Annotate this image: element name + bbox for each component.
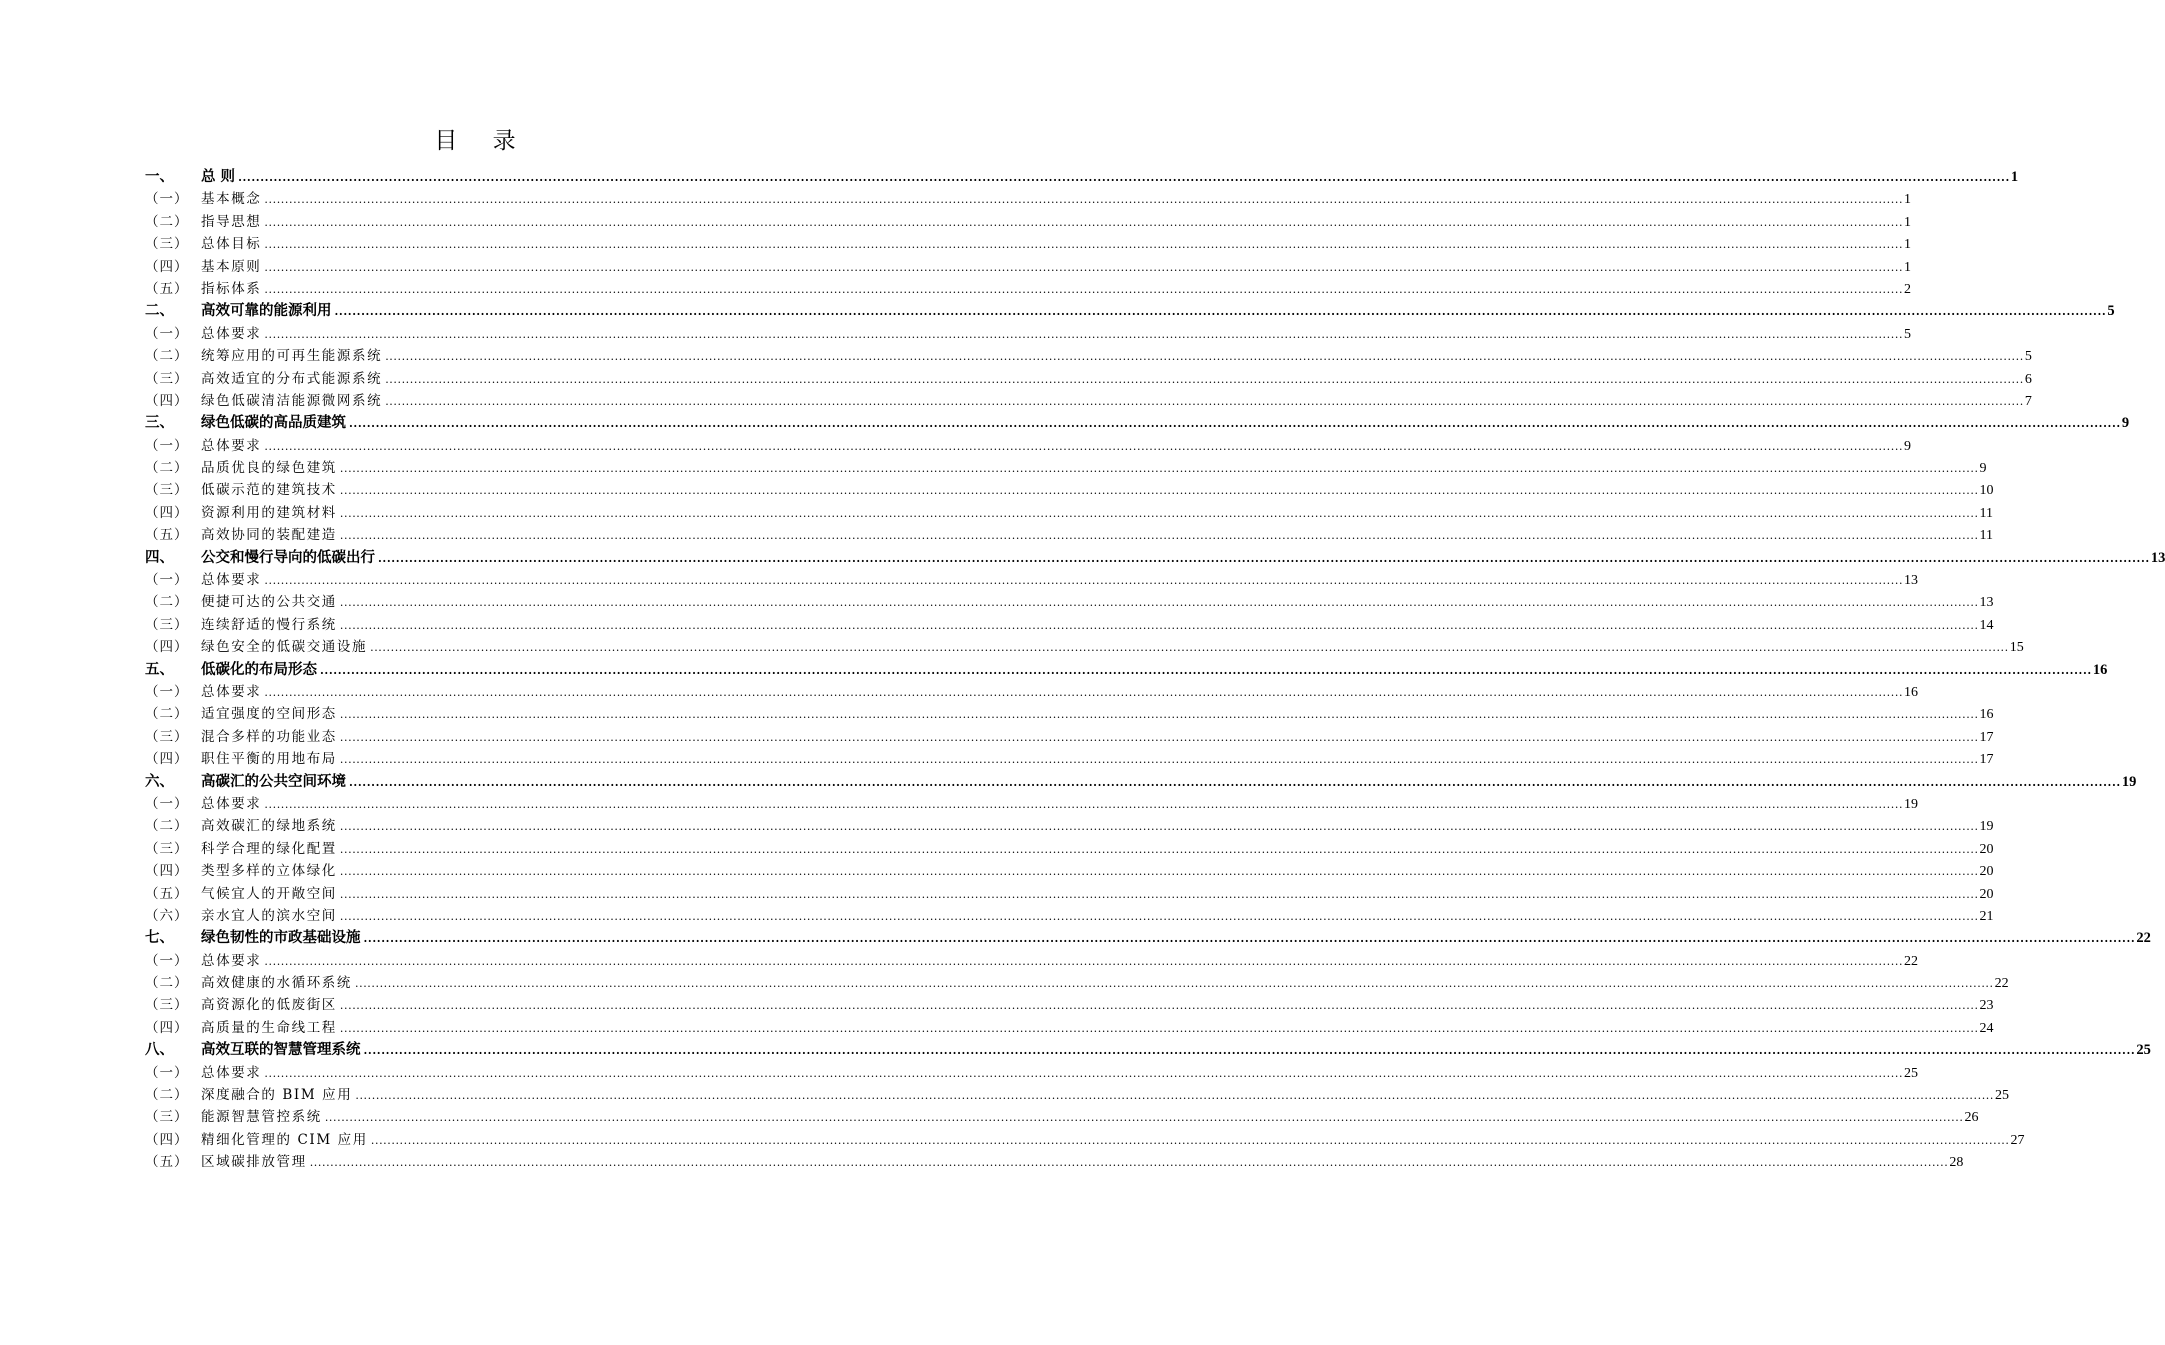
toc-section-entry[interactable] [145, 950, 1919, 972]
toc-section-entry[interactable] [145, 345, 2032, 367]
toc-entry-title: 类型多样的立体绿化 [201, 863, 337, 880]
toc-entry-title: 绿色安全的低碳交通设施 [201, 639, 368, 656]
toc-entry-number: （三） [145, 236, 189, 253]
toc-entry-title: 区域碳排放管理 [201, 1154, 307, 1171]
toc-section-entry[interactable] [145, 793, 1919, 815]
toc-entry-page-number: 22 [1994, 976, 2009, 992]
toc-entry-page-number: 13 [1979, 595, 1994, 611]
toc-dot-leader: ................................................................................................................................................................................................................................................................................................................................................................................................................ [339, 753, 1979, 767]
toc-entry-title: 品质优良的绿色建筑 [201, 460, 337, 477]
toc-entry-page-number: 21 [1979, 908, 1994, 924]
toc-dot-leader: ................................................................................................................................................................................................................................................................................................................................................................................................................ [264, 327, 1904, 341]
toc-entry-page-number: 1 [1904, 259, 1912, 275]
toc-section-entry[interactable] [145, 591, 1994, 613]
toc-entry-page-number: 5 [2107, 303, 2115, 320]
toc-section-entry[interactable] [145, 748, 1994, 770]
toc-entry-number: （三） [145, 1109, 189, 1126]
toc-section-entry[interactable] [145, 883, 1994, 905]
toc-entry-number: 六、 [145, 773, 174, 790]
toc-entry-number: 一、 [145, 169, 174, 185]
toc-entry-number: （一） [145, 952, 189, 969]
toc-dot-leader: ................................................................................................................................................................................................................................................................................................................................................................................................................ [264, 238, 1904, 252]
toc-dot-leader: ................................................................................................................................................................................................................................................................................................................................................................................................................ [339, 1021, 1979, 1035]
toc-entry-page-number: 22 [1904, 953, 1919, 969]
toc-section-entry[interactable] [145, 278, 1912, 300]
toc-entry-title: 指标体系 [201, 280, 262, 297]
toc-entry-number: （一） [145, 437, 189, 454]
toc-entry-title: 亲水宜人的滨水空间 [201, 907, 337, 924]
toc-dot-leader: ................................................................................................................................................................................................................................................................................................................................................................................................................ [264, 797, 1904, 811]
toc-entry-title: 总体要求 [201, 325, 262, 342]
toc-dot-leader: ................................................................................................................................................................................................................................................................................................................................................................................................................ [264, 685, 1904, 699]
toc-entry-page-number: 14 [1979, 617, 1994, 633]
toc-section-entry[interactable] [145, 502, 1994, 524]
toc-section-entry[interactable] [145, 905, 1994, 927]
toc-section-entry[interactable] [145, 972, 2009, 994]
toc-entry-title: 总体要求 [201, 683, 262, 700]
toc-chapter-entry[interactable] [145, 300, 2115, 322]
toc-entry-title: 资源利用的建筑材料 [201, 504, 337, 521]
toc-entry-page-number: 5 [1904, 326, 1912, 342]
toc-entry-number: （一） [145, 683, 189, 700]
toc-section-entry[interactable] [145, 1106, 1979, 1128]
toc-entry-number: 三、 [145, 415, 174, 432]
toc-entry-page-number: 13 [2150, 549, 2165, 566]
toc-entry-page-number: 25 [1995, 1088, 2009, 1104]
toc-entry-number: （二） [145, 460, 189, 477]
toc-entry-page-number: 20 [1979, 841, 1994, 857]
toc-entry-title: 高碳汇的公共空间环境 [201, 773, 346, 790]
toc-entry-page-number: 17 [1979, 729, 1994, 745]
toc-entry-title: 基本原则 [201, 258, 262, 275]
toc-entry-title: 总体要求 [201, 952, 262, 969]
toc-entry-page-number: 20 [1979, 886, 1994, 902]
toc-entry-page-number: 7 [2024, 393, 2032, 409]
toc-entry-number: （四） [145, 1019, 189, 1036]
toc-entry-number: （一） [145, 325, 189, 342]
toc-section-entry[interactable] [145, 457, 1987, 479]
toc-dot-leader: ................................................................................................................................................................................................................................................................................................................................................................................................................ [264, 439, 1904, 453]
toc-entry-title: 气候宜人的开敞空间 [201, 885, 337, 902]
toc-entry-number: （一） [145, 572, 189, 589]
toc-section-entry[interactable] [145, 681, 1919, 703]
toc-dot-leader: ................................................................................................................................................................................................................................................................................................................................................................................................................ [339, 596, 1979, 610]
toc-entry-title: 公交和慢行导向的低碳出行 [201, 549, 375, 566]
toc-dot-leader: ................................................................................................................................................................................................................................................................................................................................................................................................................ [363, 1044, 2136, 1058]
toc-dot-leader: ................................................................................................................................................................................................................................................................................................................................................................................................................ [339, 708, 1979, 722]
toc-entry-page-number: 10 [1979, 483, 1994, 499]
toc-chapter-entry[interactable] [145, 547, 2165, 569]
toc-entry-number: （四） [145, 504, 189, 521]
toc-entry-page-number: 24 [1979, 1020, 1994, 1036]
toc-dot-leader: ................................................................................................................................................................................................................................................................................................................................................................................................................ [370, 1133, 2010, 1147]
toc-entry-number: （二） [145, 1087, 189, 1104]
toc-entry-number: （六） [145, 907, 189, 924]
toc-entry-page-number: 2 [1904, 281, 1912, 297]
toc-entry-title: 高效健康的水循环系统 [201, 975, 352, 992]
toc-section-entry[interactable] [145, 435, 1912, 457]
toc-entry-title: 总体要求 [201, 1064, 262, 1081]
toc-entry-title: 职住平衡的用地布局 [201, 751, 337, 768]
toc-entry-page-number: 9 [2121, 415, 2130, 432]
toc-entry-page-number: 27 [2010, 1132, 2025, 1148]
toc-entry-page-number: 13 [1904, 573, 1919, 589]
toc-chapter-entry[interactable] [145, 412, 2130, 434]
toc-entry-number: 五、 [145, 661, 174, 678]
toc-section-entry[interactable] [145, 726, 1994, 748]
toc-section-entry[interactable] [145, 524, 1994, 546]
toc-dot-leader: ................................................................................................................................................................................................................................................................................................................................................................................................................ [264, 574, 1904, 588]
toc-entry-number: （四） [145, 258, 189, 275]
toc-entry-title: 高效可靠的能源利用 [201, 303, 332, 320]
toc-dot-leader: ................................................................................................................................................................................................................................................................................................................................................................................................................ [355, 1089, 1994, 1103]
toc-chapter-entry[interactable] [145, 1039, 2151, 1061]
toc-entry-title: 绿色韧性的市政基础设施 [201, 930, 361, 947]
toc-section-entry[interactable] [145, 211, 1912, 233]
toc-entry-number: （一） [145, 795, 189, 812]
toc-dot-leader: ................................................................................................................................................................................................................................................................................................................................................................................................................ [385, 394, 2024, 408]
toc-entry-title: 绿色低碳的高品质建筑 [201, 415, 346, 432]
toc-entry-number: （四） [145, 639, 189, 656]
toc-entry-number: （四） [145, 863, 189, 880]
toc-section-entry[interactable] [145, 1151, 1964, 1173]
toc-dot-leader: ................................................................................................................................................................................................................................................................................................................................................................................................................ [339, 865, 1979, 879]
toc-dot-leader: ................................................................................................................................................................................................................................................................................................................................................................................................................ [385, 372, 2024, 386]
toc-entry-page-number: 1 [1904, 214, 1912, 230]
toc-dot-leader: ................................................................................................................................................................................................................................................................................................................................................................................................................ [339, 842, 1979, 856]
toc-entry-page-number: 28 [1949, 1155, 1964, 1171]
toc-dot-leader: ................................................................................................................................................................................................................................................................................................................................................................................................................ [363, 932, 2136, 946]
toc-entry-number: 八、 [145, 1042, 174, 1059]
toc-entry-number: 二、 [145, 303, 174, 320]
toc-entry-number: （二） [145, 213, 189, 230]
toc-entry-number: （三） [145, 840, 189, 857]
toc-entry-page-number: 6 [2024, 371, 2032, 387]
toc-entry-number: （二） [145, 706, 189, 723]
toc-dot-leader: ................................................................................................................................................................................................................................................................................................................................................................................................................ [264, 954, 1904, 968]
toc-dot-leader: ................................................................................................................................................................................................................................................................................................................................................................................................................ [339, 730, 1979, 744]
toc-entry-number: （二） [145, 348, 189, 365]
toc-entry-number: （三） [145, 997, 189, 1014]
toc-chapter-entry[interactable] [145, 927, 2151, 949]
toc-section-entry[interactable] [145, 815, 1994, 837]
toc-entry-number: （三） [145, 616, 189, 633]
toc-section-entry[interactable] [145, 636, 2024, 658]
toc-entry-page-number: 19 [1979, 819, 1994, 835]
toc-entry-number: （二） [145, 818, 189, 835]
toc-entry-title: 高效互联的智慧管理系统 [201, 1042, 361, 1059]
toc-section-entry[interactable] [145, 188, 1912, 210]
toc-entry-page-number: 19 [1904, 796, 1919, 812]
toc-dot-leader: ................................................................................................................................................................................................................................................................................................................................................................................................................ [339, 909, 1979, 923]
toc-section-entry[interactable] [145, 368, 2032, 390]
toc-dot-leader: ................................................................................................................................................................................................................................................................................................................................................................................................................ [370, 641, 2009, 655]
toc-entry-number: （四） [145, 1131, 189, 1148]
toc-entry-number: （一） [145, 191, 189, 208]
toc-entry-title: 绿色低碳清洁能源微网系统 [201, 392, 383, 409]
toc-entry-page-number: 1 [1904, 192, 1912, 208]
toc-dot-leader: ................................................................................................................................................................................................................................................................................................................................................................................................................ [324, 1111, 1964, 1125]
toc-dot-leader: ................................................................................................................................................................................................................................................................................................................................................................................................................ [264, 215, 1904, 229]
toc-dot-leader: ................................................................................................................................................................................................................................................................................................................................................................................................................ [339, 887, 1979, 901]
toc-dot-leader: ................................................................................................................................................................................................................................................................................................................................................................................................................ [339, 820, 1979, 834]
toc-entry-title: 指导思想 [201, 213, 262, 230]
toc-dot-leader: ................................................................................................................................................................................................................................................................................................................................................................................................................ [349, 775, 2121, 789]
toc-dot-leader: ................................................................................................................................................................................................................................................................................................................................................................................................................ [339, 462, 1979, 476]
toc-entry-title: 深度融合的 BIM 应用 [201, 1087, 353, 1104]
toc-entry-page-number: 20 [1979, 864, 1994, 880]
toc-dot-leader: ................................................................................................................................................................................................................................................................................................................................................................................................................ [238, 171, 2010, 184]
toc-section-entry[interactable] [145, 1062, 1919, 1084]
toc-section-entry[interactable] [145, 233, 1912, 255]
toc-entry-page-number: 17 [1979, 752, 1994, 768]
toc-entry-title: 总体要求 [201, 795, 262, 812]
toc-entry-title: 能源智慧管控系统 [201, 1109, 322, 1126]
toc-dot-leader: ................................................................................................................................................................................................................................................................................................................................................................................................................ [264, 1066, 1904, 1080]
toc-entry-title: 连续舒适的慢行系统 [201, 616, 337, 633]
toc-section-entry[interactable] [145, 994, 1994, 1016]
toc-entry-title: 总体要求 [201, 572, 262, 589]
toc-section-entry[interactable] [145, 390, 2032, 412]
toc-entry-page-number: 9 [1904, 438, 1912, 454]
toc-entry-title: 混合多样的功能业态 [201, 728, 337, 745]
toc-entry-page-number: 22 [2136, 930, 2151, 947]
toc-entry-page-number: 25 [1904, 1065, 1919, 1081]
toc-entry-title: 高效适宜的分布式能源系统 [201, 370, 383, 387]
toc-section-entry[interactable] [145, 1084, 2009, 1106]
toc-section-entry[interactable] [145, 614, 1994, 636]
toc-dot-leader: ................................................................................................................................................................................................................................................................................................................................................................................................................ [264, 260, 1904, 274]
toc-entry-title: 适宜强度的空间形态 [201, 706, 337, 723]
toc-entry-number: （三） [145, 482, 189, 499]
toc-section-entry[interactable] [145, 838, 1994, 860]
toc-entry-number: （三） [145, 728, 189, 745]
toc-entry-page-number: 5 [2024, 349, 2032, 365]
toc-title: 目 录 [434, 128, 530, 154]
toc-entry-page-number: 26 [1964, 1110, 1979, 1126]
toc-dot-leader: ................................................................................................................................................................................................................................................................................................................................................................................................................ [339, 618, 1979, 632]
toc-chapter-entry[interactable] [145, 659, 2108, 681]
toc-entry-page-number: 16 [2092, 661, 2108, 678]
toc-entry-page-number: 23 [1979, 998, 1994, 1014]
toc-dot-leader: ................................................................................................................................................................................................................................................................................................................................................................................................................ [309, 1156, 1949, 1170]
table-of-contents [145, 166, 2165, 1174]
toc-dot-leader: ................................................................................................................................................................................................................................................................................................................................................................................................................ [355, 977, 1994, 991]
toc-entry-title: 统筹应用的可再生能源系统 [201, 348, 383, 365]
toc-section-entry[interactable] [145, 323, 1912, 345]
toc-entry-number: 七、 [145, 930, 174, 947]
toc-entry-number: （五） [145, 1154, 189, 1171]
toc-dot-leader: ................................................................................................................................................................................................................................................................................................................................................................................................................ [378, 551, 2150, 565]
toc-section-entry[interactable] [145, 703, 1994, 725]
toc-entry-title: 高效碳汇的绿地系统 [201, 818, 337, 835]
toc-section-entry[interactable] [145, 569, 1919, 591]
toc-entry-title: 总 则 [201, 169, 236, 185]
toc-chapter-entry[interactable] [145, 166, 2019, 188]
toc-entry-title: 低碳示范的建筑技术 [201, 482, 337, 499]
toc-entry-title: 高质量的生命线工程 [201, 1019, 337, 1036]
toc-entry-page-number: 9 [1979, 461, 1987, 477]
toc-entry-number: （一） [145, 1064, 189, 1081]
toc-entry-number: （四） [145, 392, 189, 409]
toc-section-entry[interactable] [145, 479, 1994, 501]
toc-entry-page-number: 11 [1979, 505, 1994, 521]
toc-entry-title: 科学合理的绿化配置 [201, 840, 337, 857]
toc-entry-page-number: 1 [2010, 169, 2019, 185]
toc-dot-leader: ................................................................................................................................................................................................................................................................................................................................................................................................................ [385, 350, 2024, 364]
toc-entry-title: 精细化管理的 CIM 应用 [201, 1131, 368, 1148]
toc-entry-title: 便捷可达的公共交通 [201, 594, 337, 611]
toc-entry-number: （三） [145, 370, 189, 387]
toc-entry-page-number: 15 [2009, 640, 2024, 656]
toc-entry-number: （五） [145, 885, 189, 902]
toc-dot-leader: ................................................................................................................................................................................................................................................................................................................................................................................................................ [339, 484, 1979, 498]
toc-section-entry[interactable] [145, 1017, 1994, 1039]
toc-dot-leader: ................................................................................................................................................................................................................................................................................................................................................................................................................ [339, 529, 1979, 543]
toc-entry-number: （五） [145, 280, 189, 297]
toc-dot-leader: ................................................................................................................................................................................................................................................................................................................................................................................................................ [339, 506, 1979, 520]
toc-section-entry[interactable] [145, 256, 1912, 278]
toc-dot-leader: ................................................................................................................................................................................................................................................................................................................................................................................................................ [339, 999, 1979, 1013]
toc-entry-page-number: 11 [1979, 528, 1994, 544]
toc-entry-title: 基本概念 [201, 191, 262, 208]
toc-entry-number: （二） [145, 975, 189, 992]
toc-dot-leader: ................................................................................................................................................................................................................................................................................................................................................................................................................ [264, 193, 1904, 207]
toc-chapter-entry[interactable] [145, 771, 2137, 793]
toc-entry-number: （四） [145, 751, 189, 768]
toc-entry-page-number: 1 [1904, 237, 1912, 253]
toc-dot-leader: ................................................................................................................................................................................................................................................................................................................................................................................................................ [320, 663, 2092, 677]
toc-dot-leader: ................................................................................................................................................................................................................................................................................................................................................................................................................ [334, 305, 2107, 319]
toc-entry-number: （二） [145, 594, 189, 611]
toc-entry-page-number: 25 [2136, 1042, 2151, 1059]
toc-dot-leader: ................................................................................................................................................................................................................................................................................................................................................................................................................ [349, 417, 2121, 431]
toc-entry-title: 高效协同的装配建造 [201, 527, 337, 544]
toc-entry-title: 总体目标 [201, 236, 262, 253]
toc-entry-title: 高资源化的低废街区 [201, 997, 337, 1014]
toc-section-entry[interactable] [145, 860, 1994, 882]
toc-entry-page-number: 19 [2121, 773, 2137, 790]
toc-dot-leader: ................................................................................................................................................................................................................................................................................................................................................................................................................ [264, 282, 1904, 296]
toc-entry-number: 四、 [145, 549, 174, 566]
toc-entry-page-number: 16 [1904, 684, 1919, 700]
toc-entry-title: 总体要求 [201, 437, 262, 454]
toc-section-entry[interactable] [145, 1129, 2025, 1151]
toc-entry-title: 低碳化的布局形态 [201, 661, 317, 678]
toc-entry-page-number: 16 [1979, 707, 1994, 723]
toc-entry-number: （五） [145, 527, 189, 544]
